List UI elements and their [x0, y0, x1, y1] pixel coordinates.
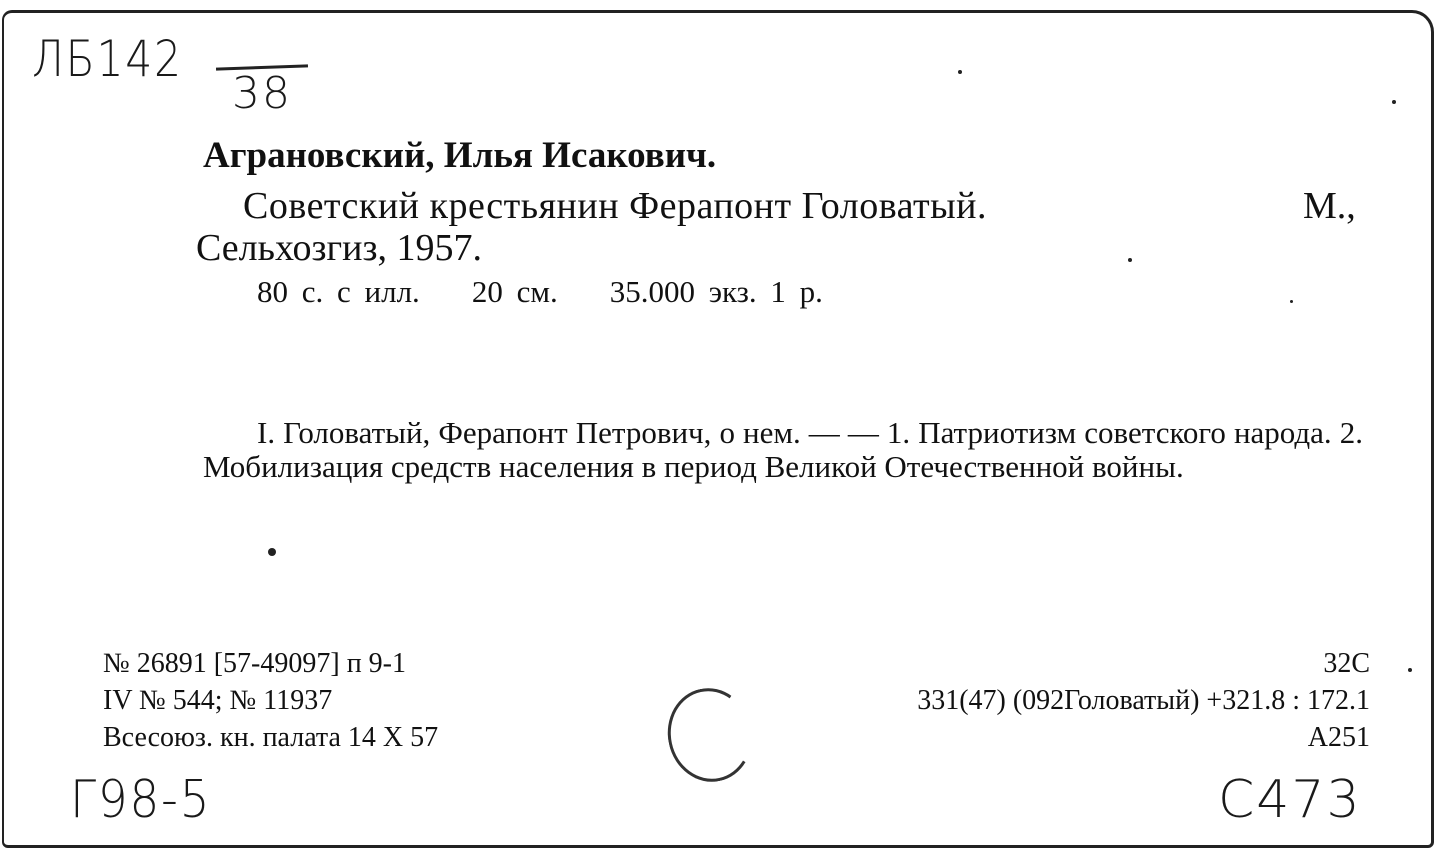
handwritten-note-left: Г98-5: [70, 770, 212, 830]
book-size: 20 см.: [471, 274, 558, 309]
ink-speck: [1128, 258, 1132, 262]
publisher-year: Сельхозгиз, 1957.: [196, 227, 482, 269]
ink-speck: [958, 70, 962, 74]
physical-description: [257, 274, 823, 310]
ink-speck: [268, 548, 276, 556]
print-run-price: 35.000 экз. 1 р.: [609, 274, 823, 309]
call-number-handwritten: ЛБ142: [32, 30, 183, 88]
classification-block: [760, 645, 1370, 756]
book-title: Советский крестьянин Ферапонт Головатый.: [243, 185, 987, 227]
ink-speck: [1408, 668, 1412, 672]
publication-place: М.,: [1303, 185, 1356, 227]
call-number-fraction: 38: [232, 68, 292, 119]
classification-line: 32С: [1323, 648, 1370, 679]
handwritten-note-right: С473: [1218, 770, 1362, 830]
classification-line: 331(47) (092Головатый) +321.8 : 172.1: [917, 685, 1370, 716]
imprint-line: Всесоюз. кн. палата 14 X 57: [103, 722, 439, 753]
ink-speck: [1392, 100, 1396, 104]
imprint-line: № 26891 [57-49097] п 9-1: [103, 648, 406, 679]
imprint-line: IV № 544; № 11937: [103, 685, 333, 716]
subject-tracings: I. Головатый, Ферапонт Петрович, о нем. — — 1. Патриотизм советского народа. 2. Мобилизация средств населения в период Великой Отечественной войны.: [203, 415, 1363, 484]
page-count: 80 с. с илл.: [257, 274, 420, 309]
classification-line: А251: [1307, 722, 1370, 753]
author-heading: Аграновский, Илья Исакович.: [203, 135, 717, 176]
ink-speck: [1290, 300, 1293, 303]
imprint-block: [103, 645, 438, 756]
